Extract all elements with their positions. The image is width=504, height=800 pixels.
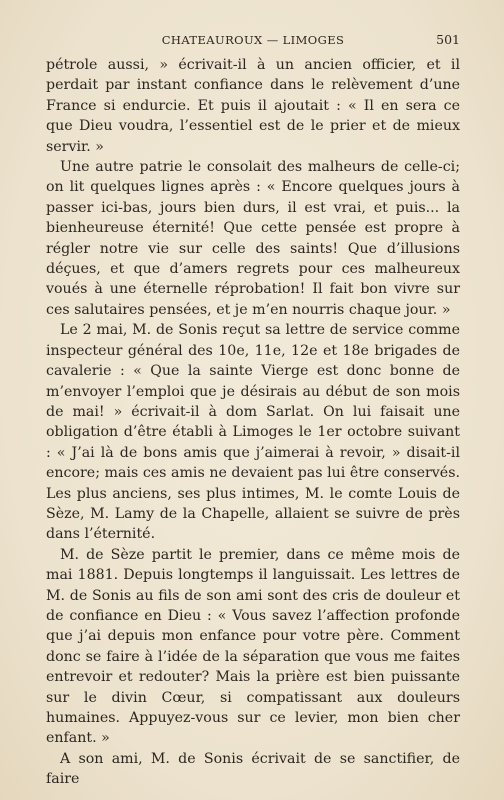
page-header	[46, 30, 460, 50]
paragraph: Le 2 mai, M. de Sonis reçut sa lettre de service comme inspecteur général des 10e, 11e, 12e et 18e brigades de cavalerie : « Que la sainte Vierge est donc bonne de m’envoyer l’emploi que je désirais au début de son mois de mai! » écrivait-il à dom Sarlat. On lui faisait une obligation d’être établi à Limoges le 1er octobre suivant : « J’ai là de bons amis que j’aimerai à revoir, » disait-il encore; mais ces amis ne devaient pas lui être conservés. Les plus anciens, ses plus intimes, M. le comte Louis de Sèze, M. Lamy de la Chapelle, allaient se suivre de près dans l’éternité.	[46, 322, 460, 543]
paragraph: M. de Sèze partit le premier, dans ce même mois de mai 1881. Depuis longtemps il languissait. Les lettres de M. de Sonis au fils de son ami sont des cris de douleur et de confiance en Dieu : « Vous savez l’affection profonde que j’ai depuis mon enfance pour votre père. Comment donc se faire à l’idée de la séparation que vous me faites entrevoir et redouter? Mais la prière est bien puissante sur le divin Cœur, si compatissant aux douleurs humaines. Appuyez-vous sur ce levier, mon bien cher enfant. »	[46, 546, 460, 747]
paragraph: A son ami, M. de Sonis écrivait de se sanctifier, de faire	[46, 750, 460, 788]
paragraph: pétrole aussi, » écrivait-il à un ancien officier, et il perdait par instant confiance dans le relèvement d’une France si endurcie. Et puis il ajoutait : « Il en sera ce que Dieu voudra, l’essentiel est de le prier et de mieux servir. »	[46, 57, 460, 155]
body-text	[46, 55, 460, 790]
page-number: 501	[436, 32, 460, 47]
paragraph: Une autre patrie le consolait des malheurs de celle-ci; on lit quelques lignes après : « Encore quelques jours à passer ici-bas, jours bien durs, il est vrai, et puis... la bienheureuse éternité! Que cette pensée est propre à régler notre vie sur celle des saints! Que d’illusions déçues, et que d’amers regrets pour ces malheureux voués à une éternelle réprobation! Il fait bon vivre sur ces salutaires pensées, et je m’en nourris chaque jour. »	[46, 159, 460, 318]
running-title: CHATEAUROUX — LIMOGES	[161, 33, 345, 47]
